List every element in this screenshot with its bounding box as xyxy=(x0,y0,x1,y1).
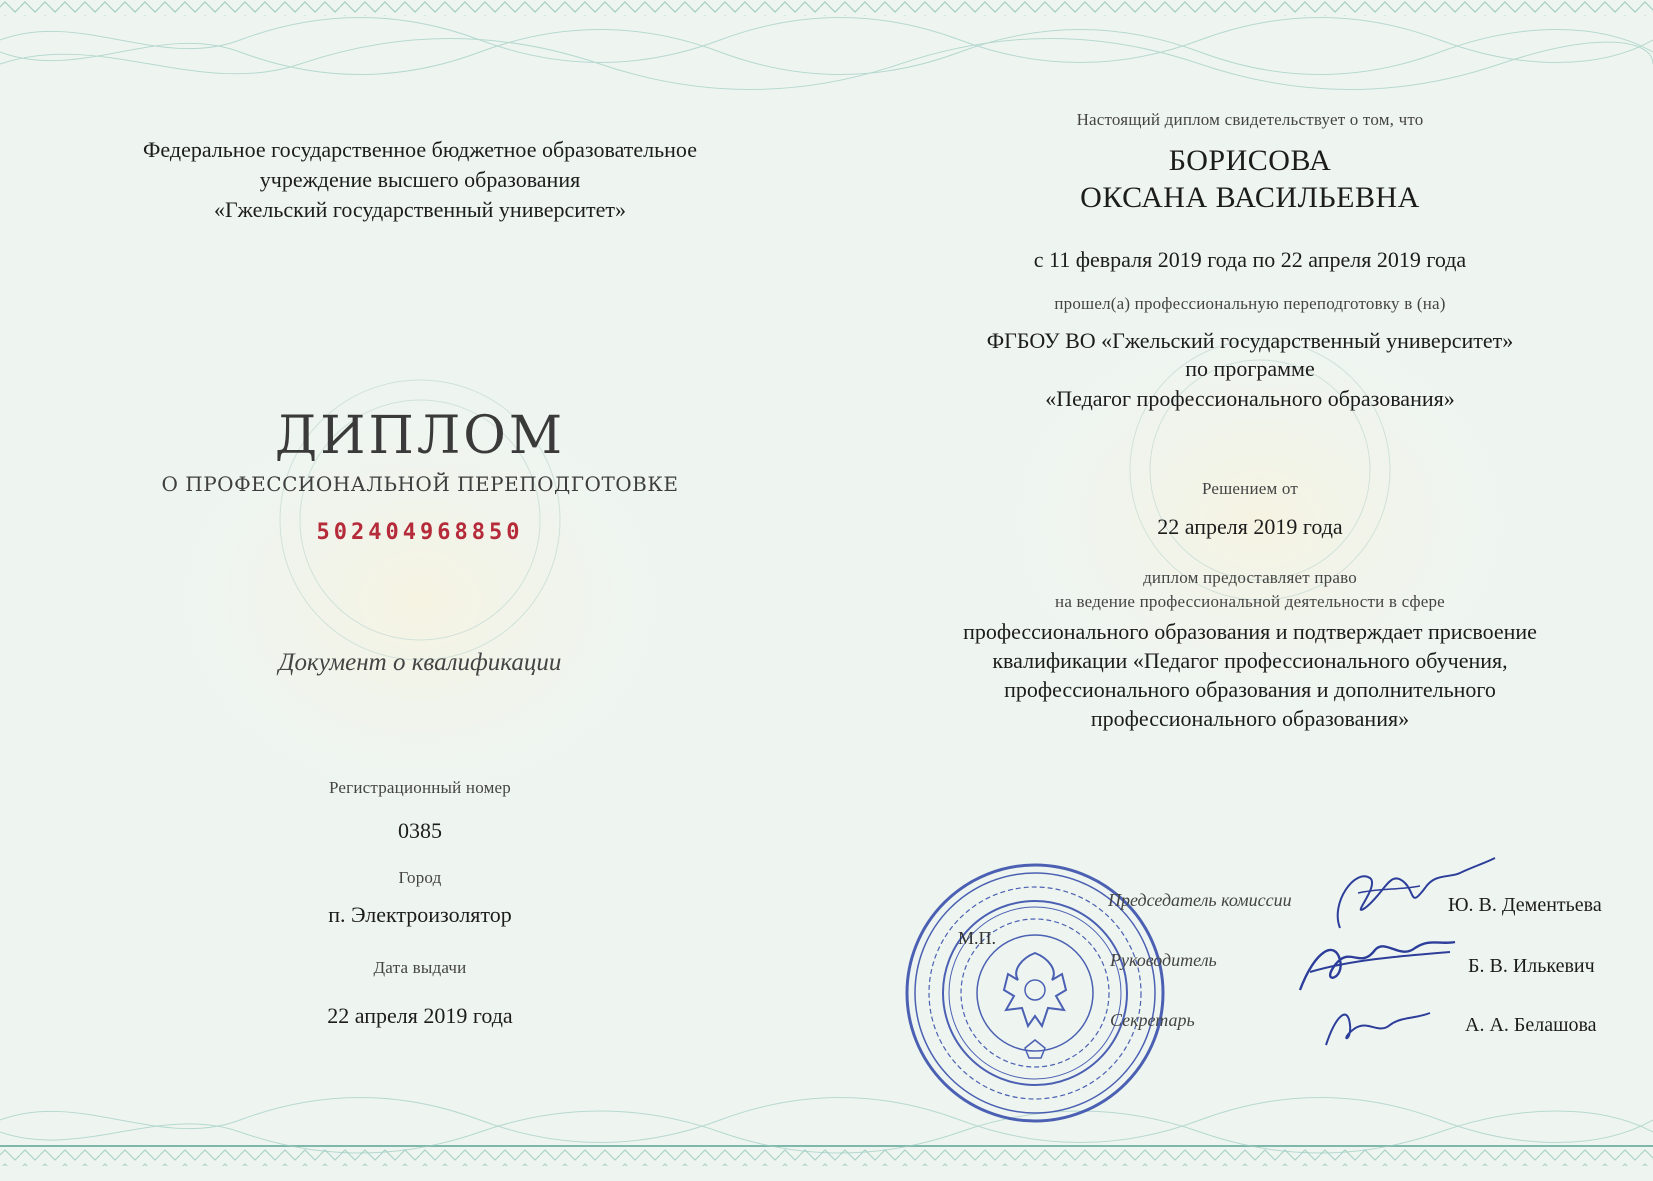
issuer-line-2: учреждение высшего образования xyxy=(259,167,581,192)
rights-text xyxy=(960,566,1540,614)
program-label: по программе xyxy=(1185,356,1315,381)
diploma-subtitle: О ПРОФЕССИОНАЛЬНОЙ ПЕРЕПОДГОТОВКЕ xyxy=(161,472,679,496)
city-label: Город xyxy=(398,868,442,887)
stamp-mark: М.П. xyxy=(958,928,997,948)
decision-label: Решением от xyxy=(1201,479,1299,498)
secretary-signature xyxy=(1318,995,1438,1055)
qualification-document-label: Документ о квалификации xyxy=(278,649,562,676)
city-value: п. Электроизолятор xyxy=(328,902,512,927)
issue-date: 22 апреля 2019 года xyxy=(327,1003,513,1028)
qualification-line-4: профессионального образования» xyxy=(1090,706,1410,731)
signatory-name-secretary: А. А. Белашова xyxy=(1465,1014,1597,1036)
decision-date: 22 апреля 2019 года xyxy=(1157,514,1343,539)
signatory-name-chairman: Ю. В. Дементьева xyxy=(1448,894,1602,916)
signatory-role-director: Руководитель xyxy=(1110,950,1217,970)
signatory-role-secretary: Секретарь xyxy=(1110,1010,1195,1030)
qualification-line-2: квалификации «Педагог профессионального обучения, xyxy=(992,648,1508,673)
training-period: с 11 февраля 2019 года по 22 апреля 2019 года xyxy=(1033,247,1467,272)
issue-date-label: Дата выдачи xyxy=(373,958,467,977)
passed-training-text: прошел(а) профессиональную переподготовку в (на) xyxy=(1054,294,1446,313)
diploma-title: ДИПЛОМ xyxy=(274,406,566,466)
holder-surname: БОРИСОВА xyxy=(1168,144,1332,177)
qualification-line-1: профессионального образования и подтверждает присвоение xyxy=(963,619,1537,644)
intro-text: Настоящий диплом свидетельствует о том, что xyxy=(1076,110,1424,129)
training-institution: ФГБОУ ВО «Гжельский государственный университет» xyxy=(986,328,1514,353)
rights-line-1: диплом предоставляет право xyxy=(1143,568,1357,587)
issuer-line-3: «Гжельский государственный университет» xyxy=(213,197,627,222)
holder-given-names: ОКСАНА ВАСИЛЬЕВНА xyxy=(1080,181,1420,214)
rights-line-2: на ведение профессиональной деятельности в сфере xyxy=(1055,592,1445,611)
signatory-role-chairman: Председатель комиссии xyxy=(1108,890,1292,910)
program-name: «Педагог профессионального образования» xyxy=(1045,386,1455,411)
qualification-text xyxy=(920,617,1580,733)
issuer-line-1: Федеральное государственное бюджетное образовательное xyxy=(143,137,697,162)
qualification-line-3: профессионального образования и дополнительного xyxy=(1004,677,1496,702)
registration-number: 0385 xyxy=(398,818,442,843)
signatory-name-director: Б. В. Илькевич xyxy=(1468,955,1595,977)
serial-number: 502404968850 xyxy=(316,520,524,545)
registration-number-label: Регистрационный номер xyxy=(328,778,511,797)
director-signature xyxy=(1290,920,1460,1000)
issuer-name xyxy=(60,135,780,225)
